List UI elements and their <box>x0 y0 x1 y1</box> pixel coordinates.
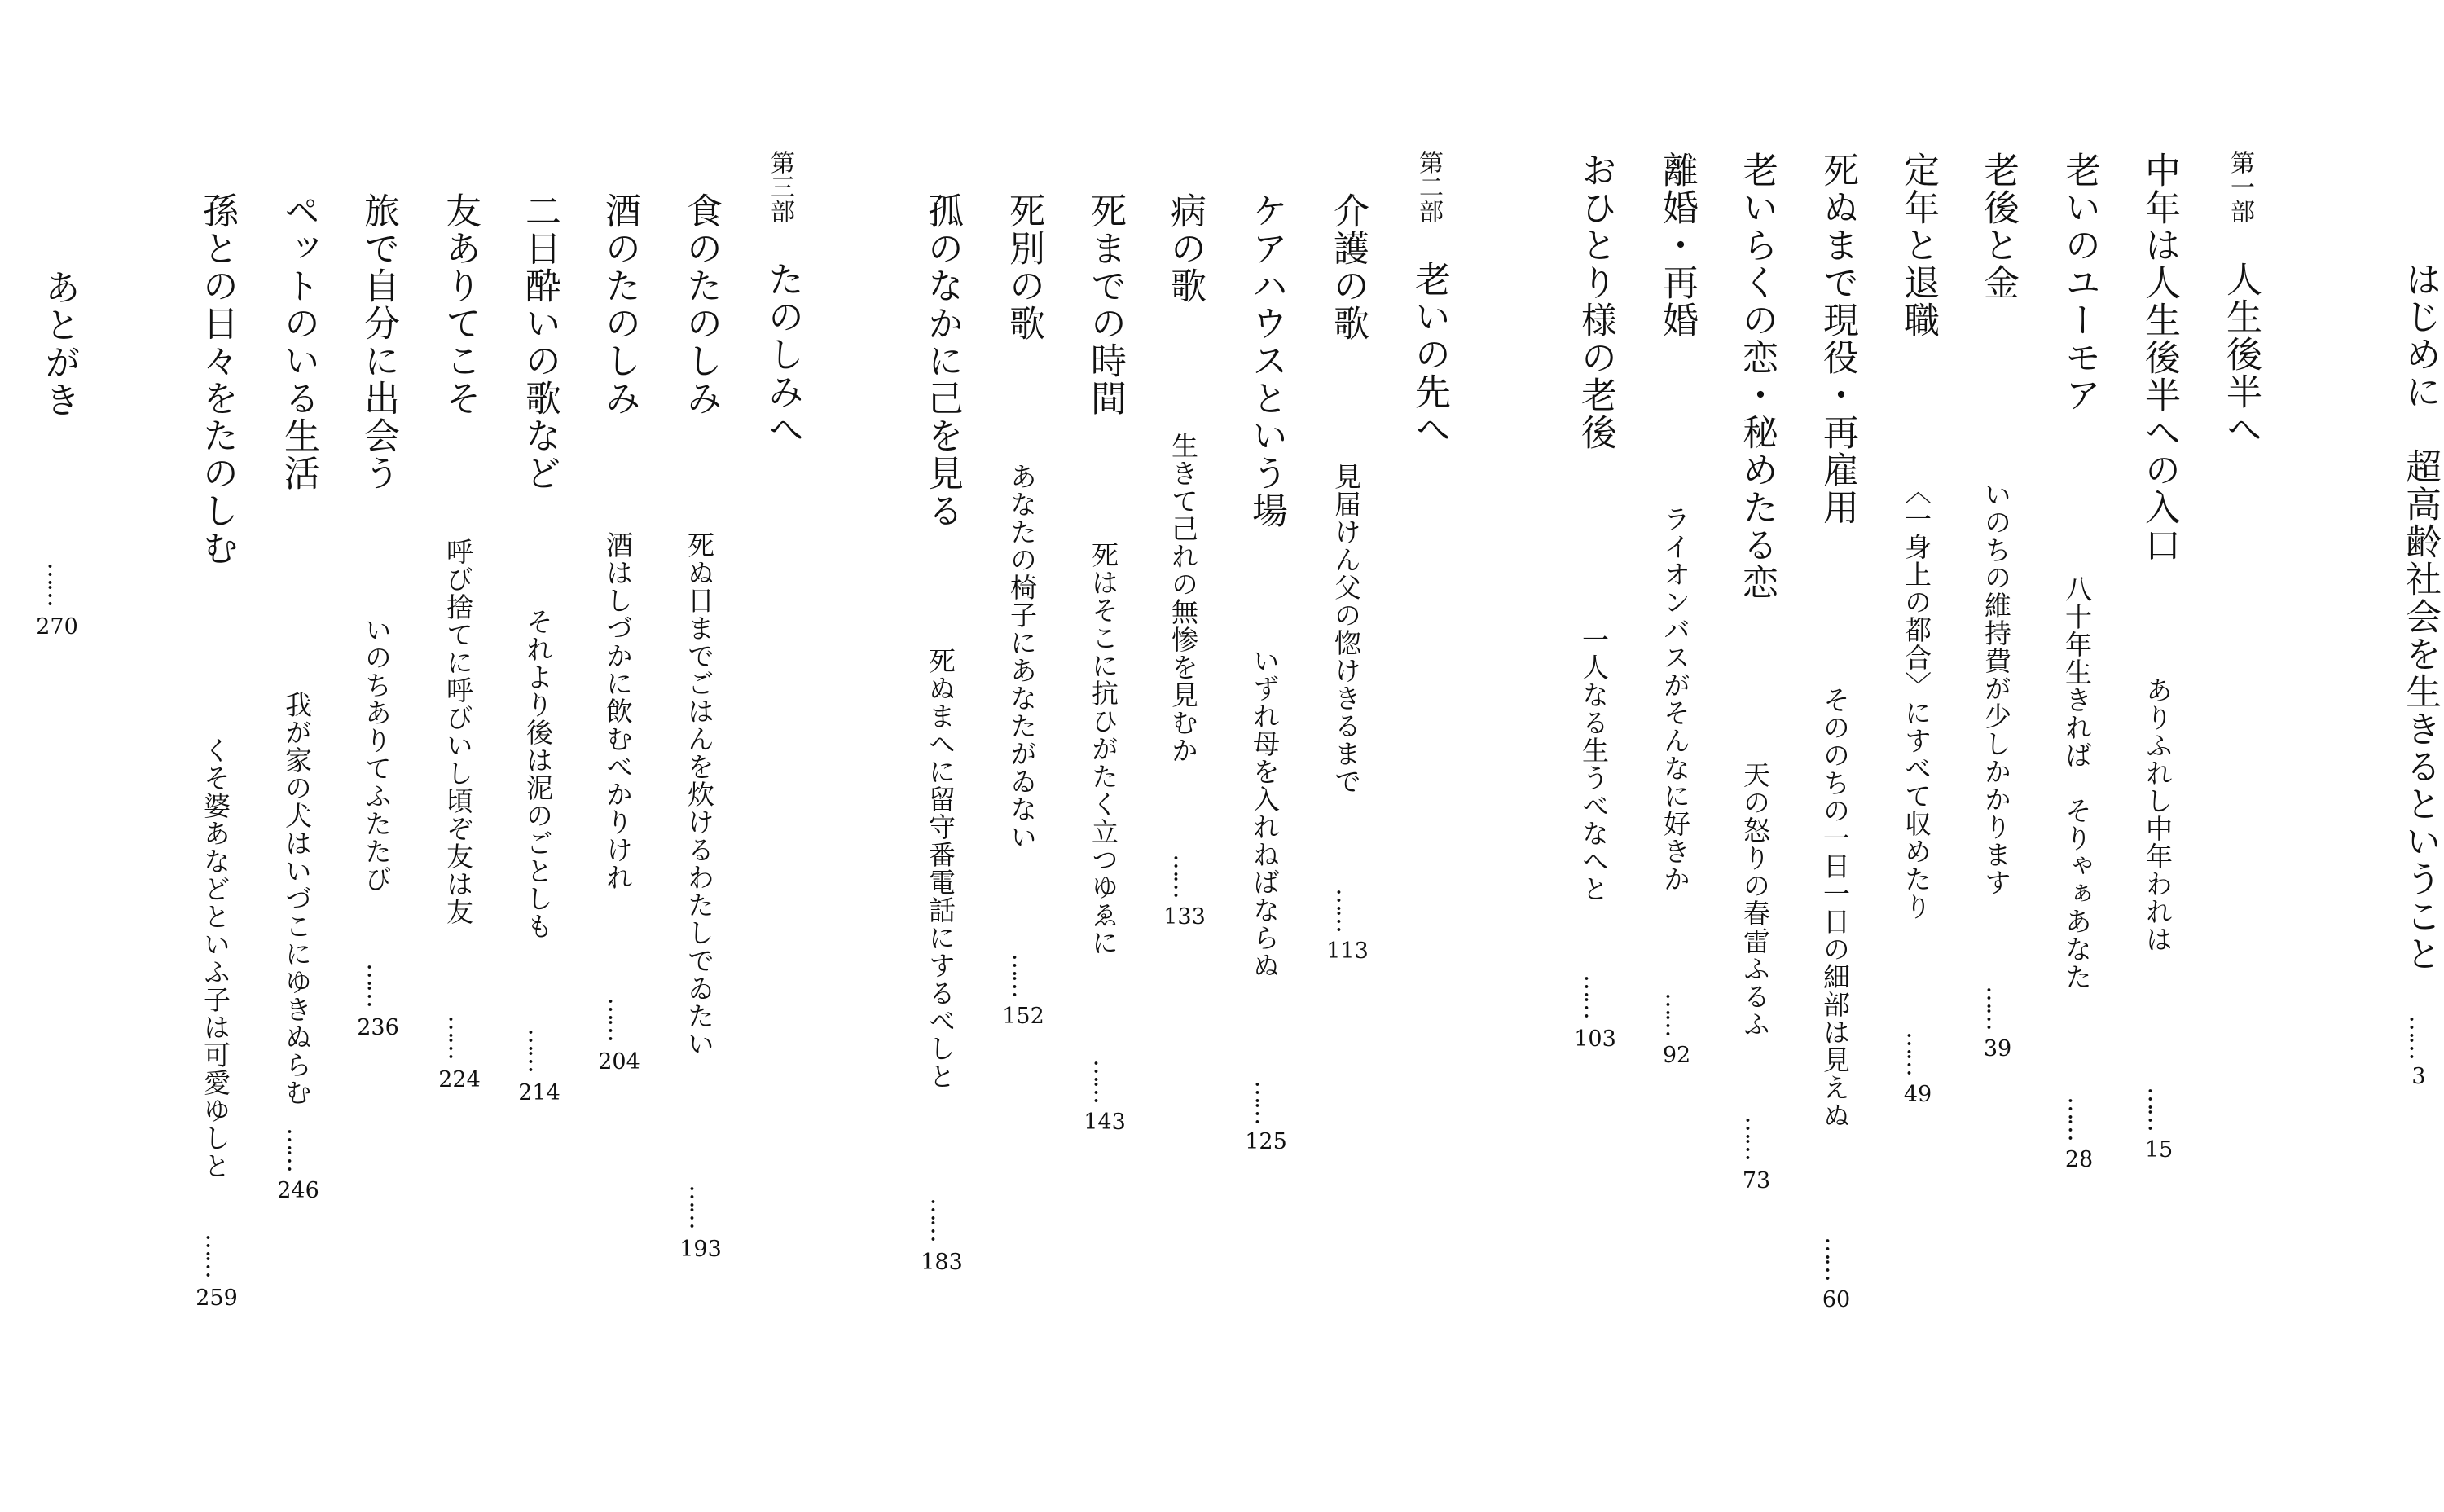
chapter-page: 214 <box>518 1080 560 1105</box>
chapter-title: 孤のなかに己を見る <box>921 192 963 530</box>
chapter-title: 死までの時間 <box>1084 192 1126 417</box>
chapter-page: 125 <box>1245 1129 1287 1154</box>
leader-dots: …… <box>362 963 390 1005</box>
leader-dots: …… <box>42 562 71 604</box>
chapter-page: 49 <box>1903 1082 1932 1107</box>
chapter-poem: 〈一身上の都合〉にすべて収めたり <box>1901 477 1932 921</box>
chapter-title: 老後と金 <box>1977 152 2019 301</box>
afterword-page: 270 <box>36 614 78 640</box>
chapter-poem: 八十年生きれば そりゃぁあなた <box>2061 575 2093 991</box>
afterword-title: あとがき <box>38 269 80 419</box>
chapter-poem: 天の怒りの春雷ふるふ <box>1739 761 1771 1038</box>
part1-label: 第一部 <box>2226 150 2254 223</box>
chapter-poem: 酒はしづかに飲むべかりけれ <box>602 531 634 891</box>
chapter-page: 193 <box>679 1237 722 1262</box>
chapter-poem: 生きて己れの無惨を見むか <box>1167 432 1199 764</box>
chapter-poem: いのちありてふたたび <box>361 616 393 893</box>
chapter-page: 204 <box>598 1049 640 1075</box>
chapter-title: 食のたのしみ <box>680 192 722 417</box>
leader-dots: …… <box>1007 953 1035 996</box>
chapter-page: 113 <box>1326 938 1369 964</box>
chapter-page: 152 <box>1002 1004 1044 1029</box>
chapter-page: 236 <box>357 1015 399 1040</box>
chapter-page: 259 <box>196 1286 238 1311</box>
chapter-title: 死別の歌 <box>1003 192 1044 342</box>
chapter-title: 介護の歌 <box>1327 192 1369 342</box>
leader-dots: …… <box>2404 1015 2433 1057</box>
chapter-title: 酒のたのしみ <box>599 192 640 417</box>
chapter-poem: ライオンバスがそんなに好きか <box>1659 505 1691 893</box>
chapter-page: 15 <box>2144 1137 2174 1163</box>
chapter-page: 39 <box>1983 1036 2012 1061</box>
chapter-page: 60 <box>1822 1287 1851 1312</box>
chapter-poem: 我が家の犬はいづこにゆきぬらむ <box>281 691 313 1106</box>
leader-dots: …… <box>1901 1031 1930 1074</box>
part1-title: 人生後半へ <box>2220 261 2262 448</box>
leader-dots: …… <box>1168 854 1197 896</box>
chapter-poem: それより後は泥のごとしも <box>522 608 554 940</box>
chapter-page: 133 <box>1163 904 1206 930</box>
chapter-title: 死ぬまで現役・再雇用 <box>1817 152 1858 526</box>
leader-dots: …… <box>1250 1080 1278 1123</box>
chapter-title: ケアハウスという場 <box>1246 192 1287 530</box>
leader-dots: …… <box>925 1198 954 1240</box>
chapter-page: 143 <box>1084 1110 1126 1135</box>
chapter-page: 103 <box>1574 1026 1616 1052</box>
chapter-poem: くそ婆あなどといふ子は可愛ゆしと <box>200 736 231 1180</box>
leader-dots: …… <box>1331 888 1360 930</box>
part3-title: たのしみへ <box>762 261 803 448</box>
intro-title: はじめに 超高齢社会を生きるということ <box>2399 261 2441 973</box>
chapter-title: 旅で自分に出会う <box>358 192 399 492</box>
chapter-poem: 死はそこに抗ひがたく立つゆゑに <box>1088 541 1119 956</box>
chapter-poem: 死ぬ日までごはんを炊けるわたしでゐたい <box>684 531 715 1057</box>
leader-dots: …… <box>1981 986 2010 1028</box>
leader-dots: …… <box>684 1185 713 1227</box>
leader-dots: …… <box>1820 1237 1848 1279</box>
chapter-page: 28 <box>2064 1147 2094 1172</box>
chapter-poem: あなたの椅子にあなたがゐない <box>1006 463 1038 850</box>
chapter-poem: そののちの一日一日の細部は見えぬ <box>1819 686 1851 1129</box>
chapter-title: 定年と退職 <box>1897 152 1939 339</box>
part2-label: 第二部 <box>1414 150 1443 223</box>
chapter-poem: 呼び捨てに呼びいし頃ぞ友は友 <box>442 538 474 925</box>
leader-dots: …… <box>1579 974 1607 1017</box>
chapter-title: 離婚・再婚 <box>1656 152 1698 339</box>
chapter-title: 孫との日々をたのしむ <box>196 192 238 567</box>
part2-title: 老いの先へ <box>1409 261 1450 448</box>
chapter-title: ペットのいる生活 <box>278 192 319 492</box>
chapter-title: 老いのユーモア <box>2059 152 2100 414</box>
chapter-title: おひとり様の老後 <box>1575 152 1616 451</box>
chapter-page: 224 <box>438 1067 481 1092</box>
chapter-page: 73 <box>1742 1168 1771 1193</box>
leader-dots: …… <box>282 1127 310 1170</box>
leader-dots: …… <box>1088 1059 1117 1101</box>
leader-dots: …… <box>2063 1097 2091 1139</box>
intro-page: 3 <box>2411 1064 2426 1089</box>
chapter-poem: いのちの維持費が少しかかります <box>1980 481 2012 896</box>
chapter-poem: いずれ母を入れねばならぬ <box>1249 647 1281 979</box>
chapter-poem: 死ぬまへに留守番電話にするべしと <box>925 647 956 1090</box>
leader-dots: …… <box>603 997 631 1040</box>
chapter-title: 友ありてこそ <box>439 192 481 417</box>
leader-dots: …… <box>1660 992 1689 1035</box>
chapter-poem: 見届けん父の惚けきるまで <box>1330 463 1362 795</box>
chapter-title: 病の歌 <box>1164 192 1206 305</box>
chapter-title: 中年は人生後半への入口 <box>2138 152 2180 564</box>
leader-dots: …… <box>200 1233 229 1276</box>
chapter-page: 92 <box>1662 1043 1691 1068</box>
leader-dots: …… <box>443 1015 472 1057</box>
chapter-page: 183 <box>921 1250 963 1275</box>
chapter-poem: ありふれし中年われは <box>2142 676 2174 953</box>
chapter-title: 老いらくの恋・秘めたる恋 <box>1736 152 1778 601</box>
leader-dots: …… <box>2143 1087 2171 1129</box>
leader-dots: …… <box>523 1028 552 1070</box>
part3-label: 第三部 <box>766 150 794 223</box>
leader-dots: …… <box>1740 1116 1769 1158</box>
chapter-poem: 一人なる生うべなへと <box>1578 626 1610 903</box>
chapter-page: 246 <box>277 1178 319 1203</box>
chapter-title: 二日酔いの歌など <box>519 192 560 492</box>
